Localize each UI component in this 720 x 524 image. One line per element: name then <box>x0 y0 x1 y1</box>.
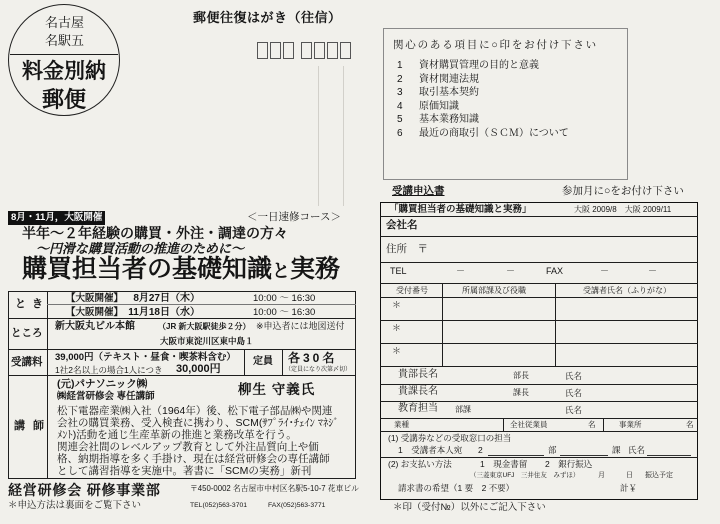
receipt-dept: 部 <box>548 445 557 455</box>
training-contact-label: 教育担当 <box>398 403 438 414</box>
table-rule <box>8 349 356 350</box>
payment-option-cash: 1 現金書留 <box>480 459 528 469</box>
postcard-header: 郵便往復はがき（往信） <box>193 10 342 25</box>
capacity-label: 定員 <box>253 356 273 367</box>
column-header-receipt-no: 受付番号 <box>396 286 428 295</box>
interest-item-text: 取引基本契約 <box>419 87 479 98</box>
form-column-rule <box>503 418 504 431</box>
form-column-rule <box>442 283 443 366</box>
venue-building: 新大阪丸ビル本館 <box>55 321 135 332</box>
fax-label: FAX <box>546 266 564 276</box>
receipt-option-self: 1 受講者本人宛 <box>398 445 463 455</box>
form-course-name: 「購買担当者の基礎知識と実務」 <box>389 204 532 215</box>
section-chief-name-label: 氏名 <box>565 388 583 398</box>
title-part: 購買担当者の基礎知識 <box>22 255 273 283</box>
map-note: ※申込者には地図送付 <box>256 321 345 331</box>
tel-label: TEL <box>390 266 407 276</box>
application-title: 受講申込書 <box>392 185 445 197</box>
session-date: 11月18日（水） <box>128 307 200 318</box>
seminar-subtitle: ～円滑な購買活動の推進のために～ <box>36 241 245 256</box>
organizer-tel: TEL(052)563-3701 <box>190 502 248 509</box>
course-type: ＜一日速修コース＞ <box>247 211 341 223</box>
application-method-note: ＊申込方法は裏面をご覧下さい <box>8 500 142 511</box>
interest-item-number: 1 <box>397 60 403 71</box>
table-rule <box>8 318 356 319</box>
interest-item-text: 原価知識 <box>419 100 459 112</box>
bio-line: ﾒﾝﾄ)活動を通じ生産革新の推進と業務改革を行う。 <box>57 429 297 441</box>
tel-dash: － <box>506 266 516 276</box>
organizer-address: 〒450-0002 名古屋市中村区名駅5-10-7 花車ビル <box>190 484 359 493</box>
stamp-postal-label: 郵便 <box>42 87 87 112</box>
bio-line: として講習指導を実施中。著書に「SCMの実務」新刊 <box>57 465 312 477</box>
capacity-note: （定員になり次第〆切） <box>285 367 352 373</box>
total-amount-label: 計￥ <box>620 483 638 493</box>
fee-label: 受講料 <box>11 356 43 368</box>
instructor-name: 柳生 守義氏 <box>238 382 316 397</box>
table-rule <box>8 375 356 376</box>
office-unit: 名 <box>686 420 694 429</box>
form-rule <box>380 283 698 284</box>
postal-code-box <box>257 42 268 59</box>
organizer-fax: FAX(052)563-3771 <box>268 502 326 509</box>
manager-label: 貴部長名 <box>398 369 438 380</box>
session-venue-tag: 【大阪開催】 <box>66 307 124 318</box>
industry-label: 業種 <box>394 420 409 429</box>
group-price: 30,000円 <box>176 363 221 375</box>
session-venue-tag: 【大阪開催】 <box>66 293 124 304</box>
form-rule <box>380 401 698 402</box>
receipt-heading: (1) 受講券などの受取窓口の担当 <box>388 433 512 443</box>
fax-dash: － <box>648 266 658 276</box>
transfer-month: 月 <box>598 472 605 479</box>
training-contact-name-label: 氏名 <box>565 405 583 415</box>
form-rule <box>380 418 698 419</box>
payment-heading: (2) お支払い方法 <box>388 459 452 469</box>
form-rule <box>380 431 698 432</box>
capacity-divider <box>282 349 283 375</box>
title-part: と <box>272 261 291 281</box>
schedule-label: とき <box>15 298 49 310</box>
seminar-title <box>22 257 340 282</box>
receipt-name: 氏名 <box>628 445 646 455</box>
blank-underline <box>560 455 608 456</box>
postal-code-box <box>301 42 312 59</box>
capacity-divider <box>244 349 245 375</box>
table-label-divider <box>47 291 48 479</box>
form-rule <box>380 343 698 344</box>
interest-item-number: 3 <box>397 87 403 98</box>
employees-label: 全社従業員 <box>510 420 548 429</box>
company-name-label: 会社名 <box>386 219 418 231</box>
venue-address: 大阪市東淀川区東中島１ <box>160 336 254 346</box>
row-marker: ＊ <box>392 346 402 356</box>
stamp-office-line1: 名古屋 <box>45 15 85 30</box>
capacity-value: 各30名 <box>288 351 338 365</box>
month-prompt: 参加月に○をお付け下さい <box>562 185 684 197</box>
form-rule <box>380 297 698 298</box>
form-column-rule <box>555 283 556 366</box>
transfer-day: 日 <box>626 472 633 479</box>
postal-code-box <box>327 42 338 59</box>
manager-title: 部長 <box>513 371 529 380</box>
target-audience: 半年～２年経験の購買・外注・調達の方々 <box>22 225 288 241</box>
form-rule <box>380 262 698 263</box>
postal-code-box <box>283 42 294 59</box>
fax-dash: － <box>600 266 610 276</box>
section-chief-label: 貴課長名 <box>398 386 438 397</box>
postal-code-box <box>314 42 325 59</box>
interest-item-text: 基本業務知識 <box>419 114 479 125</box>
venue-access: （JR 新大阪駅徒歩２分） <box>158 322 251 331</box>
stamp-fee-label: 料金別納 <box>22 60 106 83</box>
session-time: 10:00 ～ 16:30 <box>253 293 316 304</box>
organizer-name: 経営研修会 研修事業部 <box>8 482 161 498</box>
interest-item-number: 5 <box>397 114 403 125</box>
interest-item-text: 資材関連法規 <box>419 73 479 85</box>
bio-line: 格、納期指導を多く手掛け、現在は経営研修会の専任講師 <box>57 453 330 465</box>
form-month-options: 大阪 2009/8 大阪 2009/11 <box>574 205 672 214</box>
tel-dash: － <box>456 266 466 276</box>
receipt-section: 課 <box>612 445 621 455</box>
interest-item-number: 2 <box>397 73 403 85</box>
receipt-option-other: 2 <box>478 445 483 455</box>
form-column-rule <box>603 418 604 431</box>
stamp-divider <box>10 54 118 55</box>
instructor-former-affiliation: (元)パナソニック㈱ <box>57 378 148 390</box>
interest-item-number: 6 <box>397 127 403 139</box>
office-label: 事業所 <box>619 420 642 429</box>
instructor-bio <box>57 405 339 477</box>
location-label: ところ <box>11 327 43 339</box>
blank-underline <box>647 455 691 456</box>
address-guide-line <box>343 66 344 206</box>
employees-unit: 名 <box>588 420 596 429</box>
address-guide-line <box>318 66 319 206</box>
table-subrule <box>47 304 356 305</box>
form-rule <box>380 216 698 217</box>
session-time: 10:00 ～ 16:30 <box>253 307 316 318</box>
bio-line: 松下電器産業㈱入社（1964年）後、松下電子部品㈱や関連 <box>57 405 333 417</box>
invoice-preference: 請求書の希望（1 要 2 不要） <box>398 483 515 493</box>
venue-badge: 8月・11月，大阪開催 <box>8 211 105 225</box>
form-rule <box>380 457 698 458</box>
interest-item-text: 資材購買管理の目的と意義 <box>419 60 539 71</box>
payment-banks: （三菱東京UFJ 三井住友 みずほ） <box>470 472 580 479</box>
form-rule <box>380 320 698 321</box>
instructor-label: 講師 <box>14 420 52 432</box>
column-header-attendee-name: 受講者氏名（ふりがな） <box>583 286 671 295</box>
form-rule <box>380 384 698 385</box>
interest-item-number: 4 <box>397 100 403 112</box>
address-label: 住所 〒 <box>386 243 428 255</box>
transfer-planned: 振込予定 <box>645 472 673 479</box>
form-footnote: ＊印（受付№）以外にご記入下さい <box>393 502 546 513</box>
interest-item-text: 最近の商取引（ＳＣＭ）について <box>419 127 569 139</box>
bio-line: 関連会社間のレベルアップ教育として外注品質向上や価 <box>57 441 319 453</box>
postage-paid-stamp <box>8 4 120 116</box>
interest-prompt: 関心のある項目に○印をお付け下さい <box>393 39 598 51</box>
training-contact-title: 部課 <box>455 405 471 414</box>
form-rule <box>380 236 698 237</box>
form-rule <box>380 366 698 367</box>
title-part: 実務 <box>290 255 341 283</box>
group-condition: 1社2名以上の場合1人につき <box>55 365 163 375</box>
payment-option-bank: 2 銀行振込 <box>545 459 593 469</box>
stamp-office-line2: 名駅五 <box>45 33 85 48</box>
blank-underline <box>488 455 544 456</box>
fee-price: 39,000円（テキスト・昼食・喫茶料含む） <box>55 352 236 363</box>
manager-name-label: 氏名 <box>565 371 583 381</box>
postal-code-box <box>270 42 281 59</box>
column-header-department: 所属部課及び役職 <box>462 286 526 295</box>
session-date: 8月27日（木） <box>133 293 200 304</box>
instructor-role: ㈱経営研修会 専任講師 <box>57 391 155 402</box>
section-chief-title: 課長 <box>513 388 529 397</box>
bio-line: 会社の購買業務、受入検査に携わり、SCM(ｻﾌﾟﾗｲ･ﾁｪｲﾝ ﾏﾈｼﾞ <box>57 417 339 429</box>
postal-code-box <box>340 42 351 59</box>
row-marker: ＊ <box>392 323 402 333</box>
row-marker: ＊ <box>392 300 402 310</box>
